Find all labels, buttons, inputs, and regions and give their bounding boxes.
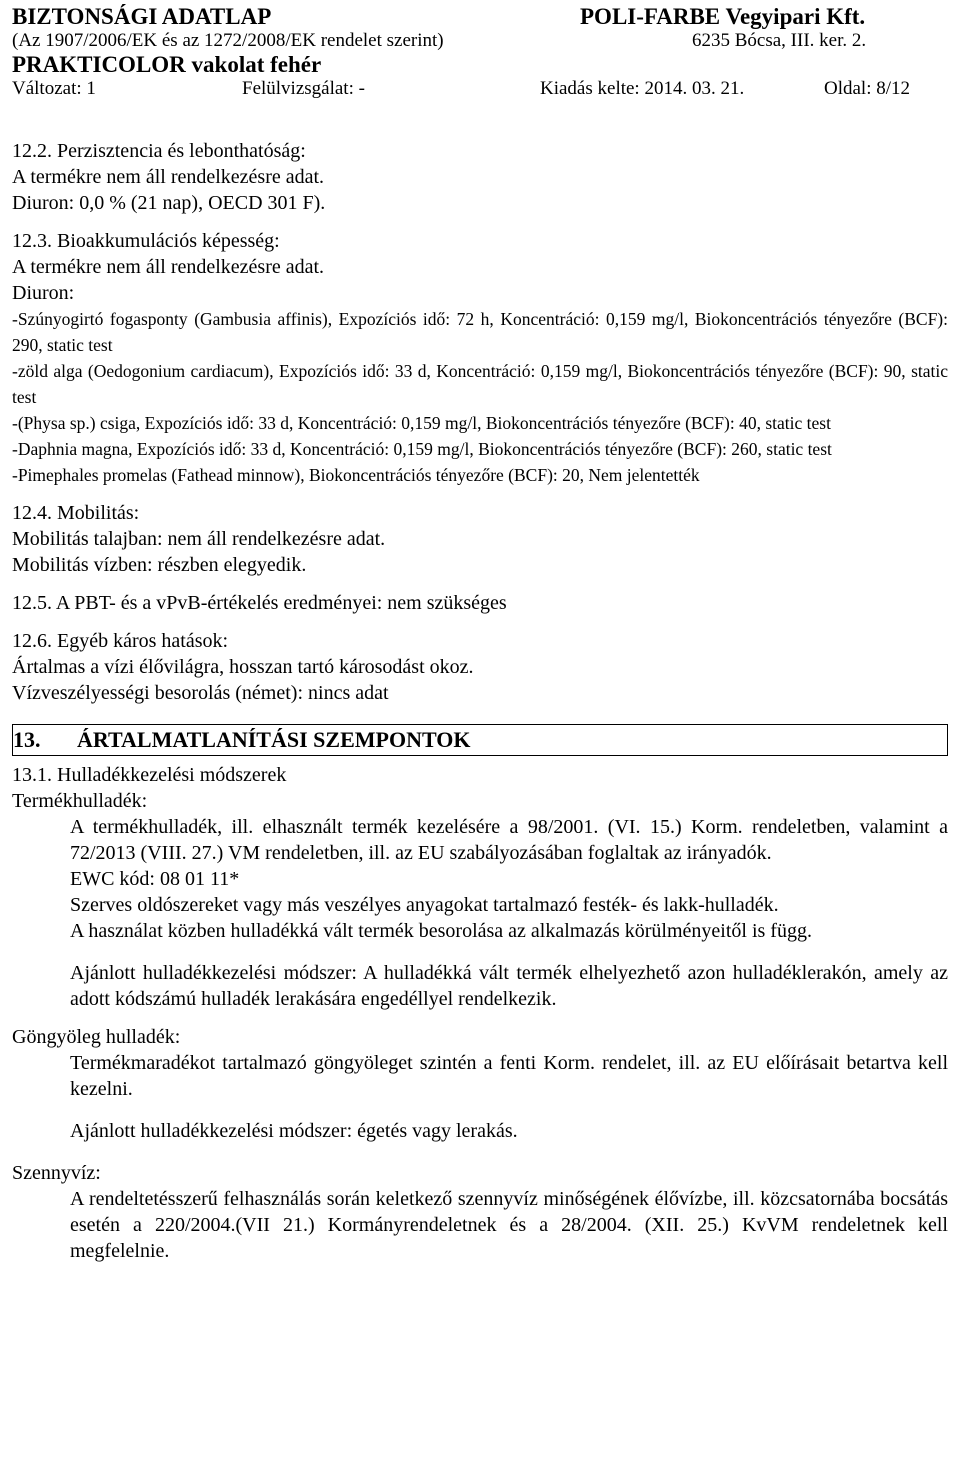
- product-waste-text: A használat közben hulladékká vált termék besorolása az alkalmazás körülményeitől is függ.: [70, 920, 812, 942]
- section-12-6-heading: 12.6. Egyéb káros hatások:: [12, 630, 229, 652]
- section-12-4-line: Mobilitás vízben: részben elegyedik.: [12, 554, 307, 576]
- section-13-title-box: [12, 724, 948, 756]
- bcf-entry: -Daphnia magna, Expozíciós idő: 33 d, Koncentráció: 0,159 mg/l, Biokoncentrációs tényezőre (BCF): 260, static test: [12, 439, 832, 459]
- section-12-2-heading: 12.2. Perzisztencia és lebonthatóság:: [12, 140, 306, 162]
- company-name: POLI-FARBE Vegyipari Kft.: [580, 4, 866, 29]
- section-12-2-line: A termékre nem áll rendelkezésre adat.: [12, 166, 325, 188]
- issue-date: Kiadás kelte: 2014. 03. 21.: [540, 78, 745, 99]
- bcf-entry: -(Physa sp.) csiga, Expozíciós idő: 33 d, Koncentráció: 0,159 mg/l, Biokoncentrációs tényezőre (BCF): 40, static test: [12, 413, 831, 433]
- section-12-4-line: Mobilitás talajban: nem áll rendelkezésre adat.: [12, 528, 386, 550]
- revision-label: Felülvizsgálat: -: [242, 78, 365, 99]
- section-12-5-heading: 12.5. A PBT- és a vPvB-értékelés eredményei: nem szükséges: [12, 592, 507, 614]
- section-12-3-heading: 12.3. Bioakkumulációs képesség:: [12, 230, 280, 252]
- packaging-waste-label: Göngyöleg hulladék:: [12, 1026, 181, 1048]
- section-12-6-line: Vízveszélyességi besorolás (német): nincs adat: [12, 682, 389, 704]
- section-12-3-line: A termékre nem áll rendelkezésre adat.: [12, 256, 325, 278]
- wastewater-text: A rendeltetésszerű felhasználás során keletkező szennyvíz minőségének élővízbe, ill. közcsatornába bocsátás esetén a 220/2004.(VII 21.) Kormányrendeletnek és a 28/2004. (XII. 25.) KvVM rendeletnek kell megfelelnie.: [70, 1188, 948, 1262]
- bcf-entry: -Pimephales promelas (Fathead minnow), Biokoncentrációs tényezőre (BCF): 20, Nem jelentették: [12, 465, 700, 485]
- section-13-number: 13.: [13, 727, 41, 752]
- section-12-2-line: Diuron: 0,0 % (21 nap), OECD 301 F).: [12, 192, 326, 214]
- page-header: [12, 4, 946, 100]
- document-title: BIZTONSÁGI ADATLAP: [12, 4, 272, 29]
- product-waste-text: Ajánlott hulladékkezelési módszer: A hulladékká vált termék elhelyezhető azon hulladéklerakón, amely az adott kódszámú hulladék lerakására engedéllyel rendelkezik.: [70, 962, 948, 1010]
- company-address: 6235 Bócsa, III. ker. 2.: [692, 30, 867, 51]
- section-12-4-heading: 12.4. Mobilitás:: [12, 502, 140, 524]
- section-12-3-line: Diuron:: [12, 282, 75, 304]
- document-body: [12, 138, 948, 1264]
- ewc-code: EWC kód: 08 01 11*: [70, 868, 240, 890]
- regulation-reference: (Az 1907/2006/EK és az 1272/2008/EK rendelet szerint): [12, 30, 444, 51]
- page-number: Oldal: 8/12: [824, 78, 911, 99]
- section-13-1-heading: 13.1. Hulladékkezelési módszerek: [12, 764, 287, 786]
- version-label: Változat: 1: [12, 78, 96, 99]
- packaging-waste-text: Termékmaradékot tartalmazó göngyöleget szintén a fenti Korm. rendelet, ill. az EU előírásait betartva kell kezelni.: [70, 1052, 948, 1100]
- packaging-waste-text: Ajánlott hulladékkezelési módszer: égetés vagy lerakás.: [70, 1120, 518, 1142]
- section-12-6-line: Ártalmas a vízi élővilágra, hosszan tartó károsodást okoz.: [12, 656, 474, 678]
- product-waste-label: Termékhulladék:: [12, 790, 148, 812]
- bcf-entry: -zöld alga (Oedogonium cardiacum), Expozíciós idő: 33 d, Koncentráció: 0,159 mg/l, Biokoncentrációs tényezőre (BCF): 90, static test: [12, 361, 948, 407]
- wastewater-label: Szennyvíz:: [12, 1162, 101, 1184]
- bcf-entry: -Szúnyogirtó fogasponty (Gambusia affinis), Expozíciós idő: 72 h, Koncentráció: 0,159 mg/l, Biokoncentrációs tényezőre (BCF): 290, static test: [12, 309, 948, 355]
- product-waste-text: A termékhulladék, ill. elhasznált termék kezelésére a 98/2001. (VI. 15.) Korm. rendeletben, valamint a 72/2013 (VIII. 27.) VM rendeletben, ill. az EU szabályozásában foglaltak az irányadók.: [70, 816, 948, 864]
- product-name: PRAKTICOLOR vakolat fehér: [12, 52, 322, 77]
- product-waste-text: Szerves oldószereket vagy más veszélyes anyagokat tartalmazó festék- és lakk-hulladék.: [70, 894, 779, 916]
- section-13-title: ÁRTALMATLANÍTÁSI SZEMPONTOK: [77, 727, 471, 752]
